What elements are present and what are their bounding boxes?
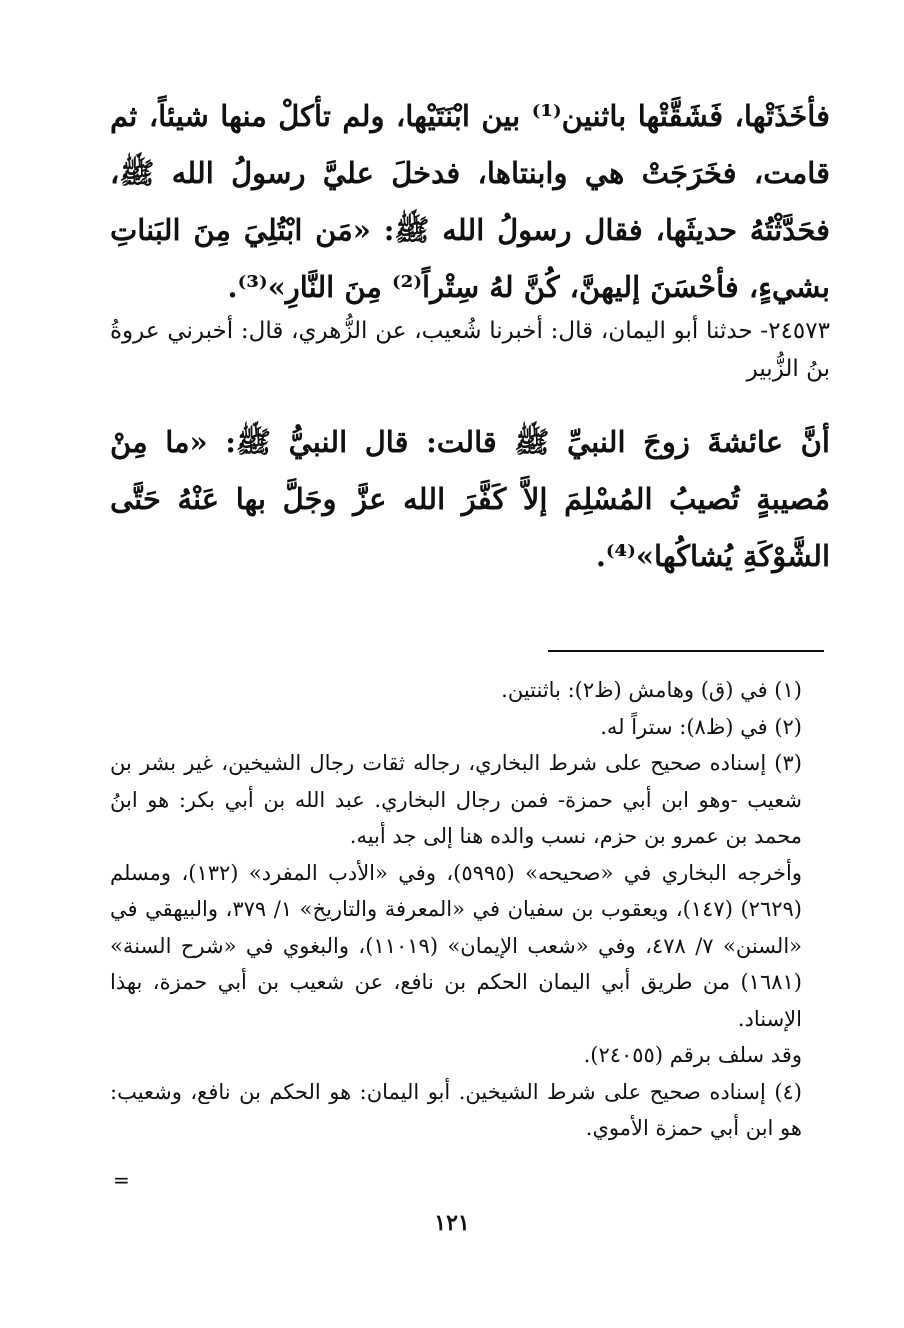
- footnote-3-takhrij: وأخرجه البخاري في «صحيحه» (٥٩٩٥)، وفي «الأدب المفرد» (١٣٢)، ومسلم (٢٦٢٩) (١٤٧)، ويعقوب بن سفيان في «المعرفة والتاريخ» ١/ ٣٧٩، والبيهقي في «السنن» ٧/ ٤٧٨، وفي «شعب الإيمان» (١١٠١٩)، والبغوي في «شرح السنة» (١٦٨١) من طريق أبي اليمان الحكم بن نافع، عن شعيب بن أبي حمزة، بهذا الإسناد.: [110, 860, 803, 1031]
- footnote-2: (٢) في (ظ٨): ستراً له.: [600, 714, 802, 739]
- footnote-3-cross-reference: وقد سلف برقم (٢٤٠٥٥).: [583, 1043, 802, 1067]
- page-number: ١٢١: [434, 1210, 470, 1236]
- footnote-4: (٤) إسناده صحيح على شرط الشيخين. أبو اليمان: هو الحكم بن نافع، وشعيب: هو ابن أبي حمزة الأموي.: [110, 1079, 802, 1140]
- footnotes-section: [110, 672, 830, 1147]
- continuation-mark: =: [113, 1168, 130, 1192]
- main-text-paragraph-1: فأخَذَتْها، فَشَقَّتْها باثنين⁽¹⁾ بين ابْنَتَيْها، ولم تأكلْ منها شيئاً، ثم قامت، فخَرَجَتْ هي وابنتاها، فدخلَ عليَّ رسولُ الله ﷺ، فحَدَّثْتُهُ حديثَها، فقال رسولُ الله ﷺ: «مَن ابْتُلِيَ مِنَ البَناتِ بشيءٍ، فأحْسَنَ إليهنَّ، كُنَّ لهُ سِتْراً⁽²⁾ مِنَ النَّارِ»⁽³⁾.: [110, 99, 830, 304]
- footnote-separator: [548, 650, 824, 652]
- footnote-1: (١) في (ق) وهامش (ظ٢): باثنتين.: [501, 678, 802, 702]
- footnote-3: (٣) إسناده صحيح على شرط البخاري، رجاله ثقات رجال الشيخين، غير بشر بن شعيب -وهو ابن أبي حمزة- فمن رجال البخاري. عبد الله بن أبي بكر: هو ابنُ محمد بن عمرو بن حزم، نسب والده هنا إلى جد أبيه.: [110, 751, 802, 848]
- hadith-isnad-24573: ٢٤٥٧٣- حدثنا أبو اليمان، قال: أخبرنا شُعيب، عن الزُّهري، قال: أخبرني عروةُ بنُ الزُّبير: [110, 318, 830, 382]
- hadith-matn-24573: أنَّ عائشةَ زوجَ النبيِّ ﷺ قالت: قال النبيُّ ﷺ: «ما مِنْ مُصيبةٍ تُصيبُ المُسْلِمَ إلاَّ كَفَّرَ الله عزَّ وجَلَّ بها عَنْهُ حَتَّى الشَّوْكَةِ يُشاكُها»⁽⁴⁾.: [110, 425, 830, 573]
